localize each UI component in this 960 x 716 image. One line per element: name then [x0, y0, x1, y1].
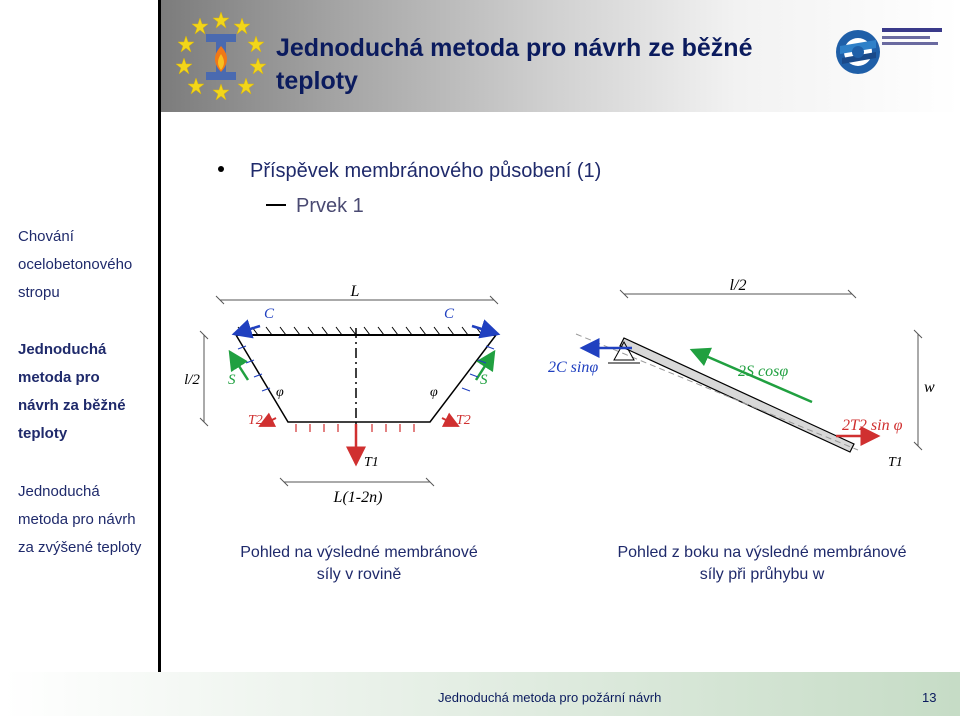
sub-bullet-point: [266, 195, 364, 218]
sidebar-item-label: ocelobetonového: [18, 256, 133, 273]
sidebar-item-label: stropu: [18, 284, 60, 301]
dim-label-L: L: [350, 283, 360, 300]
sidebar-item-label: Chování: [18, 228, 74, 245]
research-fund-logo: [832, 18, 944, 86]
sidebar-item-label: za zvýšené teploty: [18, 539, 142, 556]
sidebar-item-label: Jednoduchá: [18, 341, 107, 358]
plan-view-diagram: [184, 283, 498, 506]
dim-label-l-half-side: l/2: [729, 277, 747, 294]
sidebar-item-label: teploty: [18, 425, 68, 442]
bullet-text: Příspěvek membránového působení (1): [250, 160, 602, 182]
dash-icon: [266, 204, 286, 206]
dim-label-l-half: l/2: [184, 372, 200, 388]
sub-bullet-text: Prvek 1: [296, 195, 364, 217]
angle-label-phi-right: φ: [430, 385, 438, 400]
force-label-C-left: C: [264, 306, 275, 322]
sidebar-item-label: Jednoduchá: [18, 483, 100, 500]
dim-label-w: w: [924, 379, 935, 396]
force-label-2C: 2C sinφ: [548, 359, 599, 376]
force-label-T2-left: T2: [248, 413, 263, 428]
force-label-S-right: S: [480, 372, 488, 388]
caption-plan-view: Pohled na výsledné membránové síly v rovině: [240, 544, 478, 583]
sidebar-item-label: metoda pro návrh: [18, 511, 136, 528]
force-label-2S: 2S cosφ: [738, 363, 789, 380]
angle-label-phi-left: φ: [276, 385, 284, 400]
sidebar-item-bezne-teploty[interactable]: [18, 336, 126, 448]
bullet-dot-icon: [218, 166, 224, 172]
sidebar-divider: [158, 0, 161, 672]
force-label-2T2: 2T2 sin φ: [842, 417, 903, 434]
page-number: 13: [922, 690, 937, 705]
footer-title: Jednoduchá metoda pro požární návrh: [438, 690, 662, 705]
force-label-C-right: C: [444, 306, 455, 322]
caption-side-view: Pohled z boku na výsledné membránové síly při průhybu w: [617, 544, 907, 583]
force-label-T2-right: T2: [456, 413, 471, 428]
page-title: Jednoduchá metoda pro návrh ze běžné teploty: [276, 34, 753, 95]
bullet-point: [218, 160, 601, 183]
eu-stars-logo: [176, 10, 266, 100]
dim-label-bottom: L(1-2n): [333, 489, 383, 506]
sidebar-item-label: návrh za běžné: [18, 397, 126, 414]
sidebar-item-chovani[interactable]: [18, 223, 132, 307]
sidebar-item-zvysene-teploty[interactable]: [18, 478, 141, 562]
force-label-T1-right: T1: [888, 455, 903, 470]
side-view-diagram: [548, 277, 935, 470]
membrane-force-diagrams: [172, 268, 956, 510]
force-label-S-left: S: [228, 372, 236, 388]
force-label-T1-left: T1: [364, 455, 379, 470]
sidebar-item-label: metoda pro: [18, 369, 100, 386]
